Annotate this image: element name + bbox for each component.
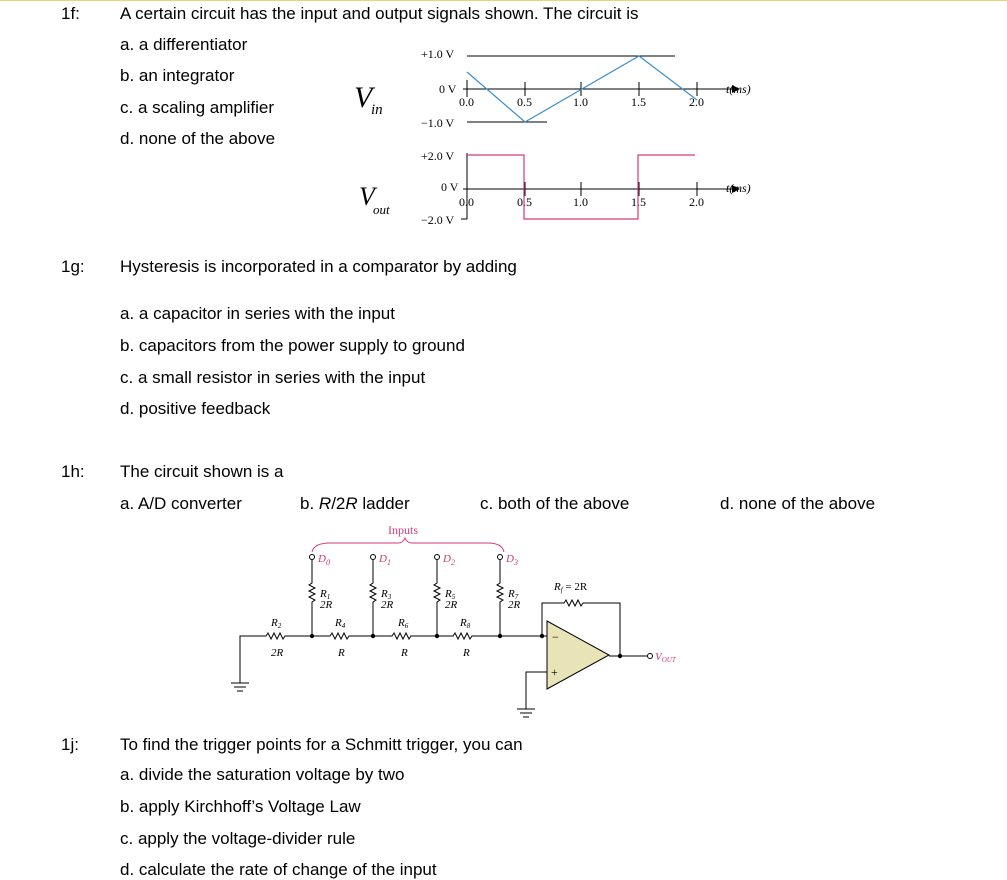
- d2-label: $D_2$: [443, 553, 455, 567]
- question-stem-1f: A certain circuit has the input and output signals shown. The circuit is: [120, 4, 639, 23]
- option-1g-b[interactable]: b. capacitors from the power supply to ground: [120, 336, 465, 355]
- waveform-figure: [340, 40, 760, 240]
- option-1h-a[interactable]: a. A/D converter: [120, 494, 242, 513]
- vin-time-axis-label: t(ms): [726, 82, 751, 96]
- vout-output-label: VOUT: [655, 651, 676, 664]
- vin-tick-2: 1.0: [573, 95, 588, 109]
- question-number-1g: 1g:: [61, 257, 85, 276]
- r7-label: R7: [508, 588, 519, 601]
- ladder-circuit-figure: [230, 515, 700, 725]
- vin-label: V: [354, 81, 373, 114]
- vin-level-zero: 0 V: [439, 82, 457, 96]
- d0-label: $D_0$: [318, 553, 330, 567]
- option-1g-a[interactable]: a. a capacitor in series with the input: [120, 304, 395, 323]
- option-1j-d[interactable]: d. calculate the rate of change of the input: [120, 860, 437, 879]
- vin-tick-4: 2.0: [689, 95, 704, 109]
- r8-label: R8: [460, 617, 471, 630]
- vout-tick-1: 0.5: [517, 195, 532, 209]
- vout-tick-4: 2.0: [689, 195, 704, 209]
- r2-label: R2: [271, 617, 282, 630]
- r7-value: 2R: [508, 599, 521, 611]
- r4-label: R4: [335, 617, 346, 630]
- top-border: [0, 0, 1007, 1]
- opamp-minus: −: [552, 630, 559, 644]
- option-1h-b-r: R: [318, 494, 332, 513]
- option-1h-c[interactable]: c. both of the above: [480, 494, 630, 513]
- option-1j-a[interactable]: a. divide the saturation voltage by two: [120, 765, 405, 784]
- option-1f-c[interactable]: c. a scaling amplifier: [120, 98, 275, 117]
- option-1f-d[interactable]: d. none of the above: [120, 129, 276, 148]
- r1-label: R1: [320, 588, 331, 601]
- vin-level-neg: −1.0 V: [421, 116, 455, 130]
- option-1h-b-prefix: b.: [300, 494, 319, 513]
- option-1g-d[interactable]: d. positive feedback: [120, 399, 271, 418]
- question-stem-1h: The circuit shown is a: [120, 462, 284, 481]
- option-1j-c[interactable]: c. apply the voltage-divider rule: [120, 829, 356, 848]
- vout-subscript: out: [373, 202, 390, 217]
- vin-subscript: in: [371, 102, 383, 118]
- vout-level-zero: 0 V: [441, 180, 459, 194]
- d1-label: $D_1$: [379, 553, 391, 567]
- option-1h-b-mid: /2: [331, 494, 346, 513]
- vin-level-pos: +1.0 V: [421, 47, 455, 61]
- question-stem-1j: To find the trigger points for a Schmitt trigger, you can: [120, 735, 523, 754]
- opamp-plus: +: [551, 665, 558, 679]
- vout-time-axis-label: t(ms): [726, 181, 751, 195]
- vin-tick-0: 0.0: [459, 95, 474, 109]
- vin-tick-3: 1.5: [631, 95, 646, 109]
- r5-value: 2R: [445, 599, 458, 611]
- option-1f-b[interactable]: b. an integrator: [120, 66, 235, 85]
- question-stem-1g: Hysteresis is incorporated in a comparator by adding: [120, 257, 517, 276]
- vout-level-pos: +2.0 V: [421, 149, 455, 163]
- r6-value: R: [401, 647, 408, 659]
- r3-label: R3: [381, 588, 392, 601]
- inputs-label: Inputs: [388, 523, 418, 537]
- r6-label: R6: [398, 617, 409, 630]
- option-1j-b[interactable]: b. apply Kirchhoff’s Voltage Law: [120, 797, 361, 816]
- d3-label: $D_3$: [506, 553, 518, 567]
- option-1f-a[interactable]: a. a differentiator: [120, 35, 248, 54]
- question-number-1h: 1h:: [61, 462, 85, 481]
- option-1g-c[interactable]: c. a small resistor in series with the input: [120, 368, 426, 387]
- option-1h-d[interactable]: d. none of the above: [720, 494, 876, 513]
- vout-label: V: [359, 182, 375, 211]
- option-1h-b-r2: R: [345, 494, 358, 513]
- vout-tick-0: 0.0: [459, 195, 474, 209]
- r2-value: 2R: [271, 647, 284, 659]
- r8-value: R: [463, 647, 470, 659]
- vin-tick-1: 0.5: [517, 95, 532, 109]
- question-number-1j: 1j:: [61, 735, 79, 754]
- option-1h-b-suffix: ladder: [357, 494, 410, 513]
- vout-tick-2: 1.0: [573, 195, 588, 209]
- r5-label: R5: [445, 588, 456, 601]
- rf-label: Rf = 2R: [554, 581, 588, 594]
- r1-value: 2R: [320, 599, 333, 611]
- r4-value: R: [338, 647, 345, 659]
- question-number-1f: 1f:: [61, 4, 80, 23]
- vout-level-neg: −2.0 V: [421, 213, 455, 227]
- vout-tick-3: 1.5: [631, 195, 646, 209]
- option-1h-b[interactable]: [300, 494, 410, 514]
- r3-value: 2R: [381, 599, 394, 611]
